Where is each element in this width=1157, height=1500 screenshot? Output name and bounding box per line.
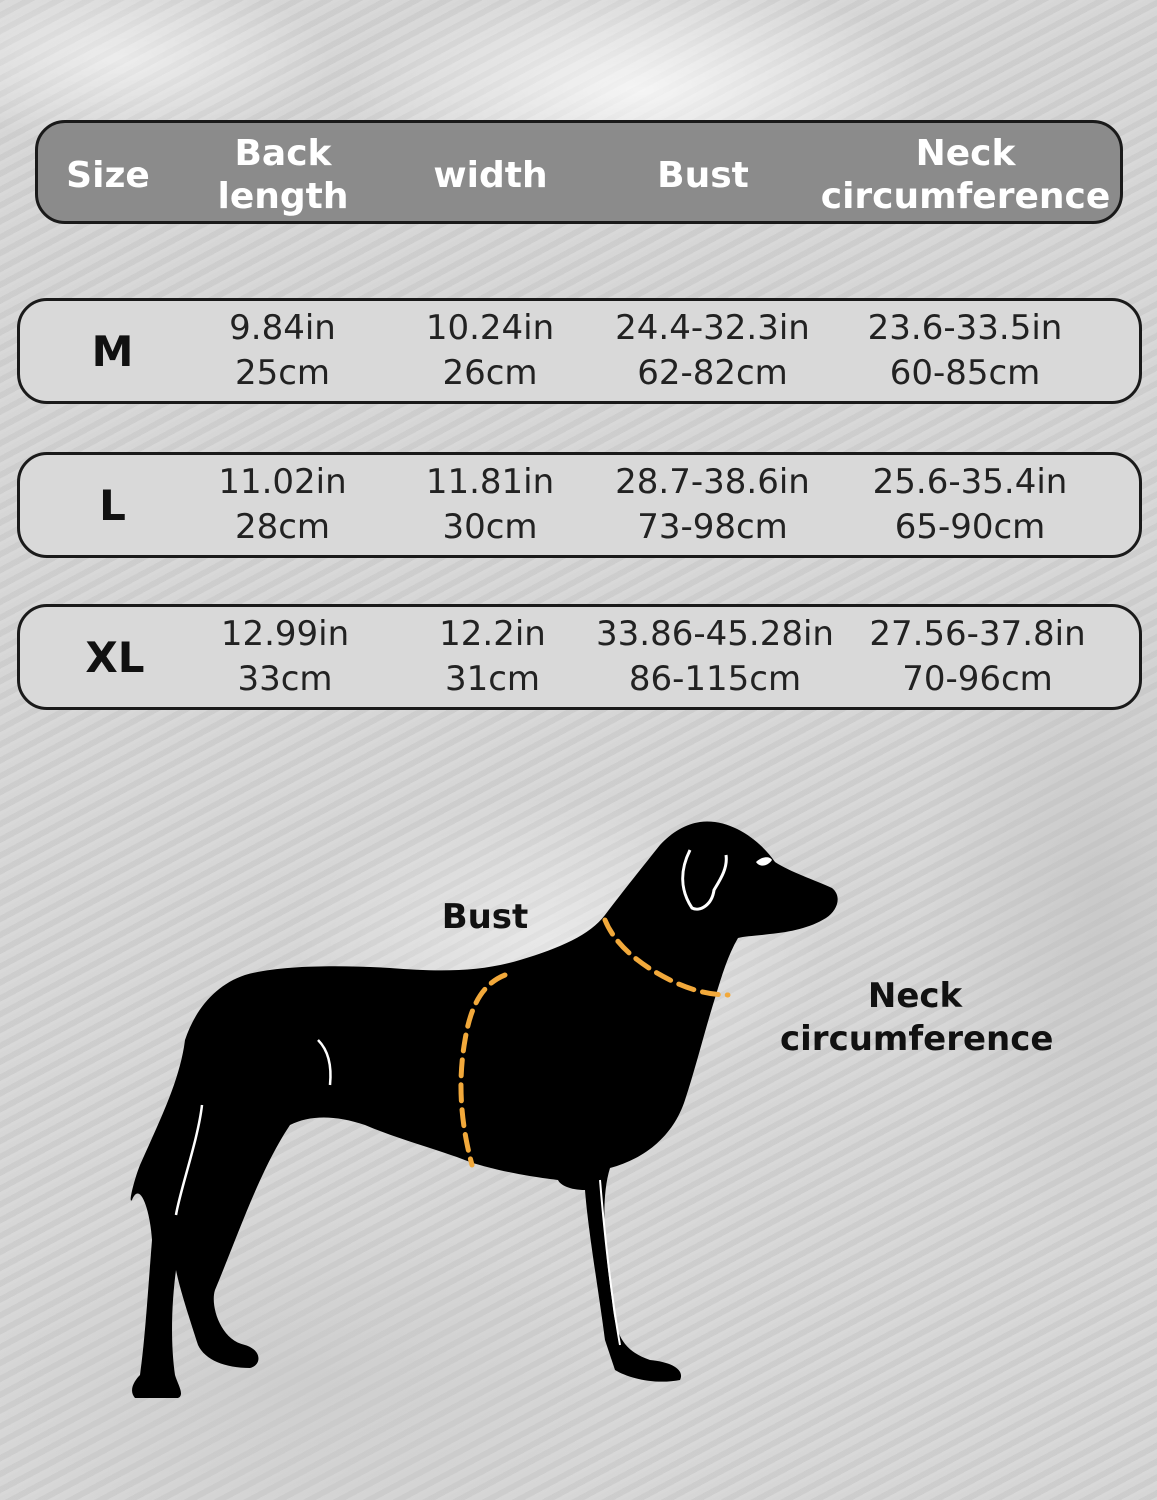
value-cm: 73-98cm [637, 507, 788, 547]
value-in: 33.86-45.28in [596, 614, 834, 654]
value-cm: 33cm [237, 659, 333, 699]
value-in: 12.2in [439, 614, 546, 654]
header-width: width [433, 154, 548, 196]
value-cm: 31cm [444, 659, 541, 699]
size-cell: M [91, 326, 134, 376]
value-cm: 25cm [234, 353, 331, 393]
value-cm: 26cm [442, 353, 538, 393]
value-in: 10.24in [425, 308, 555, 348]
value-in: 27.56-37.8in [869, 614, 1086, 654]
header-neck-line1: Neck [915, 133, 1016, 174]
value-cm: 86-115cm [628, 659, 802, 699]
value-in: 24.4-32.3in [615, 308, 810, 348]
size-cell: L [99, 480, 126, 530]
neck-circumference-label [780, 975, 1054, 1061]
value-cm: 60-85cm [889, 353, 1041, 393]
value-in: 12.99in [220, 614, 350, 654]
value-cm: 62-82cm [637, 353, 788, 393]
header-size: Size [66, 154, 150, 196]
header-bust: Bust [657, 154, 749, 196]
neck-label-line1: Neck [867, 976, 963, 1016]
value-in: 9.84in [229, 308, 336, 348]
neck-label-line2: circumference [780, 1019, 1054, 1059]
value-in: 23.6-33.5in [867, 308, 1063, 348]
value-in: 11.02in [218, 462, 347, 502]
value-in: 11.81in [425, 462, 555, 502]
header-neck-line2: circumference [820, 176, 1111, 217]
value-cm: 28cm [234, 507, 331, 547]
value-in: 28.7-38.6in [615, 462, 810, 502]
size-cell: XL [85, 632, 145, 682]
value-cm: 65-90cm [894, 507, 1046, 547]
bust-label: Bust [441, 897, 529, 937]
value-cm: 30cm [442, 507, 538, 547]
value-in: 25.6-35.4in [872, 462, 1068, 502]
value-cm: 70-96cm [902, 659, 1053, 699]
header-back-length: Back length [217, 133, 349, 217]
